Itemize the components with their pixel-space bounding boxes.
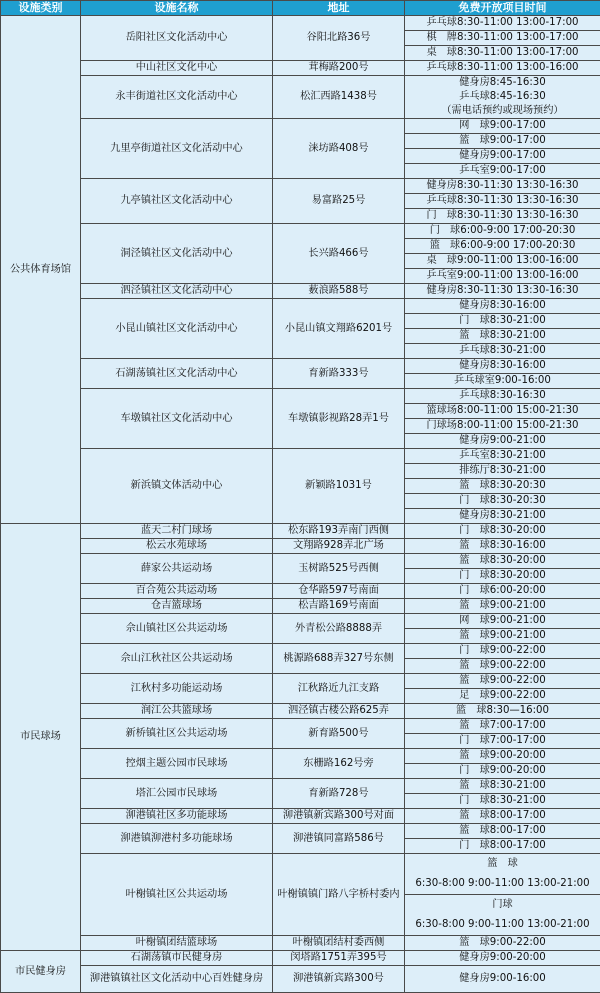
hours-line: 门 球8:30-20:00: [405, 568, 600, 583]
hours-cell: [405, 599, 600, 614]
facility-name: 佘山江秋社区公共运动场: [81, 644, 273, 674]
table-row: [1, 599, 600, 614]
facility-name: 泖港镇泖港村多功能球场: [81, 824, 273, 854]
hours-cell: [405, 719, 600, 749]
header-address: 地址: [273, 1, 405, 16]
hours-line: 篮 球9:00-22:00: [405, 658, 600, 673]
hours-cell: [405, 359, 600, 389]
table-row: [1, 554, 600, 584]
hours-cell: [405, 539, 600, 554]
facility-name: 泖港镇社区多功能球场: [81, 809, 273, 824]
hours-line: 篮 球8:30-21:00: [405, 779, 600, 793]
hours-cell: [405, 76, 600, 119]
table-header-row: [1, 1, 600, 16]
facility-address: 松东路193弄南门西侧: [273, 524, 405, 539]
hours-line: 健身房9:00-20:00: [405, 951, 600, 965]
facility-name: 石湖荡镇社区文化活动中心: [81, 359, 273, 389]
hours-line: 足 球9:00-22:00: [405, 688, 600, 703]
facility-name: 江秋村多功能运动场: [81, 674, 273, 704]
hours-line: 篮 球8:30-20:30: [405, 478, 600, 493]
facility-address: 泖港镇新宾路300号对面: [273, 809, 405, 824]
hours-line: 门球场8:00-11:00 15:00-21:30: [405, 418, 600, 433]
facility-address: 涞坊路408号: [273, 119, 405, 179]
hours-line: 健身房8:30-16:00: [405, 299, 600, 313]
hours-line: 篮 球9:00-22:00: [405, 674, 600, 688]
hours-line: 篮 球8:00-17:00: [405, 824, 600, 838]
hours-line: 健身房9:00-17:00: [405, 148, 600, 163]
hours-line: 门 球8:30-20:00: [405, 524, 600, 538]
category-cell: 公共体育场馆: [1, 16, 81, 524]
facility-name: 叶榭镇团结篮球场: [81, 936, 273, 951]
facility-address: 松吉路169号南面: [273, 599, 405, 614]
facility-name: 车墩镇社区文化活动中心: [81, 389, 273, 449]
hours-line: 乒乓球8:30-11:00 13:00-17:00: [405, 16, 600, 30]
facility-name: 九里亭街道社区文化活动中心: [81, 119, 273, 179]
table-row: [1, 359, 600, 389]
facility-address: 育新路333号: [273, 359, 405, 389]
hours-line: 篮 球9:00-20:00: [405, 749, 600, 763]
hours-line: 篮 球8:30-16:00: [405, 539, 600, 553]
hours-line: 门 球9:00-20:00: [405, 763, 600, 778]
facility-address: 叶榭镇镇门路八字桥村委内: [273, 854, 405, 936]
hours-cell: [405, 674, 600, 704]
hours-line: 乒乓球8:30-16:30: [405, 389, 600, 403]
facility-address: 长兴路466号: [273, 224, 405, 284]
hours-cell: [405, 951, 600, 966]
hours-line: 健身房9:00-21:00: [405, 433, 600, 448]
table-row: [1, 704, 600, 719]
facility-address: 东栅路162号旁: [273, 749, 405, 779]
facility-address: 新育路500号: [273, 719, 405, 749]
hours-line: 门 球9:00-22:00: [405, 644, 600, 658]
facility-address: 茸梅路200号: [273, 61, 405, 76]
facility-name: 九亭镇社区文化活动中心: [81, 179, 273, 224]
facility-address: 小昆山镇文翔路6201号: [273, 299, 405, 359]
hours-line: 篮 球8:00-17:00: [405, 809, 600, 823]
header-category: 设施类别: [1, 1, 81, 16]
hours-cell: [405, 704, 600, 719]
hours-line: 乒乓球8:30-11:00 13:00-16:00: [405, 61, 600, 75]
table-row: [1, 76, 600, 119]
facility-name: 润江公共篮球场: [81, 704, 273, 719]
hours-cell: [405, 824, 600, 854]
table-row: [1, 449, 600, 524]
hours-line: 健身房9:00-16:00: [405, 966, 600, 992]
facility-name: 松云水苑球场: [81, 539, 273, 554]
facility-address: 玉树路525号西侧: [273, 554, 405, 584]
hours-cell: [405, 179, 600, 224]
hours-line: 篮 球9:00-17:00: [405, 133, 600, 148]
hours-line: 篮 球6:00-9:00 17:00-20:30: [405, 238, 600, 253]
hours-line: 健身房8:30-11:30 13:30-16:30: [405, 284, 600, 298]
facility-name: 百合苑公共运动场: [81, 584, 273, 599]
hours-line: 健身房8:45-16:30: [405, 76, 600, 90]
table-body: [1, 16, 600, 993]
hours-cell: [405, 644, 600, 674]
hours-line: 门 球8:30-21:00: [405, 313, 600, 328]
table-row: [1, 719, 600, 749]
hours-cell: [405, 119, 600, 179]
table-row: [1, 951, 600, 966]
table-row: [1, 809, 600, 824]
hours-line: 排练厅8:30-21:00: [405, 463, 600, 478]
hours-line: （需电话预约或现场预约）: [405, 104, 600, 118]
hours-line: 门 球8:00-17:00: [405, 838, 600, 853]
hours-line: 篮 球8:30—16:00: [405, 704, 600, 718]
table-row: [1, 824, 600, 854]
facility-address: 泖港镇同富路586号: [273, 824, 405, 854]
facility-address: 闵塔路1751弄395号: [273, 951, 405, 966]
hours-line: 网 球9:00-21:00: [405, 614, 600, 628]
table-row: [1, 966, 600, 993]
hours-line: 篮 球7:00-17:00: [405, 719, 600, 733]
table-row: [1, 854, 600, 936]
hours-line: 门 球6:00-9:00 17:00-20:30: [405, 224, 600, 238]
hours-cell: [405, 584, 600, 599]
table-row: [1, 119, 600, 179]
hours-line: 乒乓室9:00-17:00: [405, 163, 600, 178]
hours-cell: [405, 299, 600, 359]
hours-line: 健身房8:30-16:00: [405, 359, 600, 373]
hours-line: 健身房8:30-11:30 13:30-16:30: [405, 179, 600, 193]
facility-name: 中山社区文化中心: [81, 61, 273, 76]
table-row: [1, 936, 600, 951]
facility-name: 洞泾镇社区文化活动中心: [81, 224, 273, 284]
hours-cell: [405, 749, 600, 779]
hours-cell: [405, 614, 600, 644]
facility-name: 塔汇公园市民球场: [81, 779, 273, 809]
facility-name: 石湖荡镇市民健身房: [81, 951, 273, 966]
facility-name: 佘山镇社区公共运动场: [81, 614, 273, 644]
hours-line: 6:30-8:00 9:00-11:00 13:00-21:00: [405, 874, 600, 894]
hours-line: 门 球8:30-21:00: [405, 793, 600, 808]
facility-name: 叶榭镇社区公共运动场: [81, 854, 273, 936]
table-row: [1, 674, 600, 704]
facility-name: 岳阳社区文化活动中心: [81, 16, 273, 61]
hours-cell: [405, 854, 600, 936]
hours-cell: [405, 554, 600, 584]
hours-line: 乒乓球8:45-16:30: [405, 90, 600, 104]
hours-cell: [405, 936, 600, 951]
facility-address: 松汇西路1438号: [273, 76, 405, 119]
table-row: [1, 644, 600, 674]
hours-line: 乒乓球8:30-11:30 13:30-16:30: [405, 193, 600, 208]
facility-name: 泗泾镇社区文化活动中心: [81, 284, 273, 299]
facility-address: 仓华路597号南面: [273, 584, 405, 599]
hours-line: 门 球8:30-20:30: [405, 493, 600, 508]
category-cell: 市民球场: [1, 524, 81, 951]
facility-address: 薮浪路588号: [273, 284, 405, 299]
hours-line: 桌 球9:00-11:00 13:00-16:00: [405, 253, 600, 268]
hours-line: 篮 球9:00-21:00: [405, 628, 600, 643]
facility-address: 江秋路近九江支路: [273, 674, 405, 704]
hours-line: 篮 球8:30-20:00: [405, 554, 600, 568]
table-row: [1, 524, 600, 539]
header-hours: 免费开放项目时间: [405, 1, 600, 16]
facility-name: 蓝天二村门球场: [81, 524, 273, 539]
table-row: [1, 614, 600, 644]
table-row: [1, 389, 600, 449]
hours-cell: [405, 61, 600, 76]
facility-name: 控烟主题公园市民球场: [81, 749, 273, 779]
facility-name: 薛家公共运动场: [81, 554, 273, 584]
table-row: [1, 179, 600, 224]
table-row: [1, 779, 600, 809]
table-row: [1, 299, 600, 359]
facility-address: 易富路25号: [273, 179, 405, 224]
facility-address: 新颖路1031号: [273, 449, 405, 524]
facility-address: 车墩镇影视路28弄1号: [273, 389, 405, 449]
hours-line: 6:30-8:00 9:00-11:00 13:00-21:00: [405, 915, 600, 935]
hours-cell: [405, 449, 600, 524]
hours-line: 篮 球9:00-22:00: [405, 936, 600, 950]
facility-address: 育新路728号: [273, 779, 405, 809]
header-facility: 设施名称: [81, 1, 273, 16]
table-row: [1, 284, 600, 299]
hours-line: 门 球8:30-11:30 13:30-16:30: [405, 208, 600, 223]
facility-address: 泖港镇新宾路300号: [273, 966, 405, 993]
hours-line: 篮 球9:00-21:00: [405, 599, 600, 613]
table-row: [1, 539, 600, 554]
category-cell: 市民健身房: [1, 951, 81, 993]
hours-cell: [405, 524, 600, 539]
hours-line: 门 球7:00-17:00: [405, 733, 600, 748]
hours-cell: [405, 389, 600, 449]
hours-line: 乒乓室9:00-11:00 13:00-16:00: [405, 268, 600, 283]
hours-cell: [405, 809, 600, 824]
hours-line: 网 球9:00-17:00: [405, 119, 600, 133]
facility-name: 永丰街道社区文化活动中心: [81, 76, 273, 119]
hours-cell: [405, 779, 600, 809]
facility-name: 新浜镇文体活动中心: [81, 449, 273, 524]
facility-name: 新桥镇社区公共运动场: [81, 719, 273, 749]
hours-line: 篮 球: [405, 854, 600, 874]
hours-line: 篮球场8:00-11:00 15:00-21:30: [405, 403, 600, 418]
hours-line: 门 球6:00-20:00: [405, 584, 600, 598]
table-row: [1, 224, 600, 284]
hours-line: 健身房8:30-21:00: [405, 508, 600, 523]
hours-cell: [405, 284, 600, 299]
hours-line: 乒乓球8:30-21:00: [405, 343, 600, 358]
table-row: [1, 61, 600, 76]
facility-address: 桃源路688弄327号东侧: [273, 644, 405, 674]
hours-line: 门球: [405, 894, 600, 915]
hours-line: 乒乓球室9:00-16:00: [405, 373, 600, 388]
hours-cell: [405, 224, 600, 284]
hours-cell: [405, 966, 600, 993]
hours-line: 桌 球8:30-11:00 13:00-17:00: [405, 45, 600, 60]
facility-address: 外青松公路8888弄: [273, 614, 405, 644]
table-row: [1, 16, 600, 61]
facility-address: 文翔路928弄北广场: [273, 539, 405, 554]
facility-address: 叶榭镇团结村委西侧: [273, 936, 405, 951]
hours-line: 乒乓室8:30-21:00: [405, 449, 600, 463]
table-row: [1, 749, 600, 779]
table-row: [1, 584, 600, 599]
facility-name: 小昆山镇社区文化活动中心: [81, 299, 273, 359]
hours-line: 篮 球8:30-21:00: [405, 328, 600, 343]
facility-name: 仓吉篮球场: [81, 599, 273, 614]
facility-address: 泗泾镇古楼公路625弄: [273, 704, 405, 719]
facility-address: 谷阳北路36号: [273, 16, 405, 61]
hours-cell: [405, 16, 600, 61]
facility-name: 泖港镇镇社区文化活动中心百姓健身房: [81, 966, 273, 993]
hours-line: 棋 牌8:30-11:00 13:00-17:00: [405, 30, 600, 45]
